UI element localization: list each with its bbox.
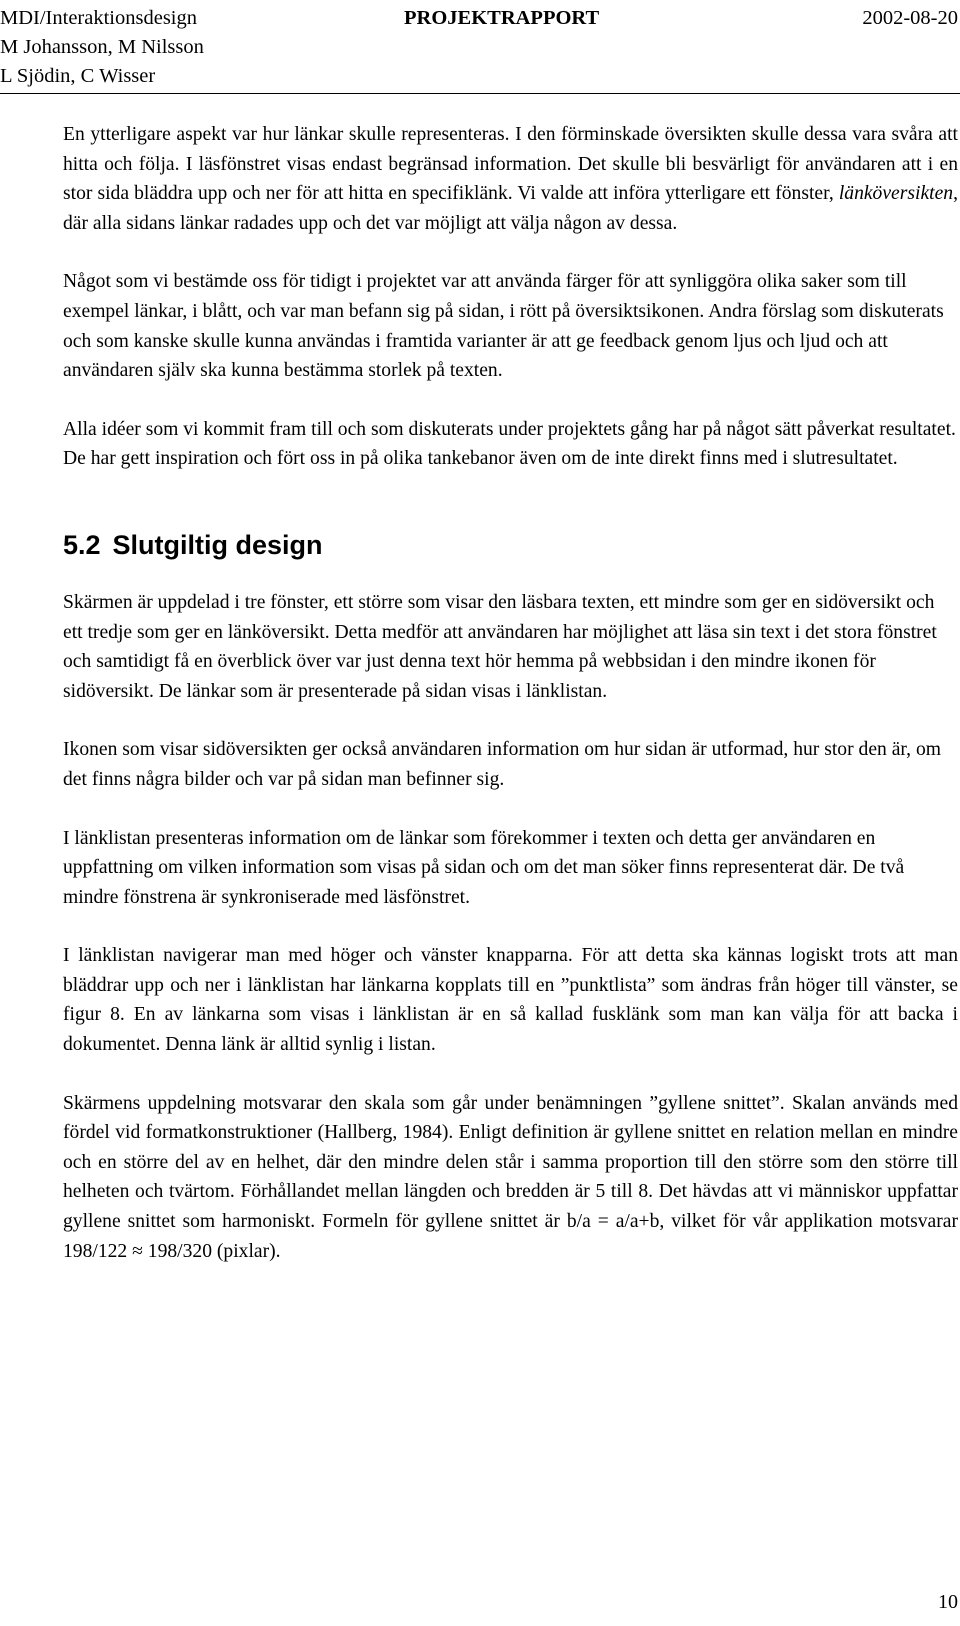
paragraph-links-representation bbox=[63, 120, 958, 238]
paragraph-text: En ytterligare aspekt var hur länkar skulle representeras. I den förminskade översikten skulle dessa vara svåra att hitta och följa. I läsfönstret visas endast begränsad information. Det skulle bli besvärligt för användaren att i en stor sida bläddra upp och ner för att hitta en specifiklänk. Vi valde att införa ytterligare ett fönster, bbox=[63, 124, 958, 205]
paragraph-golden-ratio: Skärmens uppdelning motsvarar den skala som går under benämningen ”gyllene snittet”. Skalan används med fördel vid formatkonstruktioner (Hallberg, 1984). Enligt definition är gyllene snittet en relation mellan en mindre och en större del av en helhet, där den mindre delen står i samma proportion till den större som den större till helheten och tvärtom. Förhållandet mellan längden och bredden är 5 till 8. Det hävdas att vi människor uppfattar gyllene snittet som harmoniskt. Formeln för gyllene snittet är b/a = a/a+b, vilket för vår applikation motsvarar 198/122 ≈ 198/320 (pixlar). bbox=[63, 1092, 958, 1262]
paragraph-text: , där alla sidans länkar radades upp och det var möjligt att välja någon av dessa. bbox=[63, 183, 958, 234]
header-date: 2002-08-20 bbox=[862, 7, 958, 29]
paragraph-ideas: Alla idéer som vi kommit fram till och som diskuterats under projektets gång har på något sätt påverkat resultatet. De har gett inspiration och fört oss in på olika tankebanor även om de inte direkt finns med i slutresultatet. bbox=[63, 418, 956, 470]
header-course: MDI/Interaktionsdesign bbox=[0, 7, 197, 29]
header-left-block bbox=[0, 4, 204, 91]
section-heading bbox=[63, 528, 958, 562]
page-body bbox=[63, 120, 958, 1266]
italic-term: länköversikten bbox=[838, 183, 954, 205]
page-number: 10 bbox=[938, 1591, 958, 1613]
paragraph-colors: Något som vi bestämde oss för tidigt i projektet var att använda färger för att synliggöra olika saker som till exempel länkar, i blått, och var man befann sig på sidan, i rött på översiktsikonen. Andra förslag som diskuterats och som kanske skulle kunna användas i framtida varianter är att ge feedback genom ljus och ljud och att användaren själv ska kunna bestämma storlek på texten. bbox=[63, 271, 944, 382]
page-header bbox=[0, 4, 960, 92]
header-divider bbox=[0, 93, 960, 94]
header-authors-line-1: M Johansson, M Nilsson bbox=[0, 36, 204, 58]
paragraph-link-list: I länklistan presenteras information om de länkar som förekommer i texten och detta ger användaren en uppfattning om vilken information som visas på sidan och om det man söker finns representerat där. De två mindre fönstrena är synkroniserade med läsfönstret. bbox=[63, 827, 905, 908]
header-authors-line-2: L Sjödin, C Wisser bbox=[0, 65, 156, 87]
section-title: Slutgiltig design bbox=[112, 529, 323, 560]
header-title: PROJEKTRAPPORT bbox=[404, 7, 600, 29]
paragraph-screen-division: Skärmen är uppdelad i tre fönster, ett större som visar den läsbara texten, ett mindre som ger en sidöversikt och ett tredje som ger en länköversikt. Detta medför att användaren har möjlighet att läsa sin text i det stora fönstret och samtidigt få en överblick över var just denna text hör hemma på webbsidan i den mindre ikonen för sidöversikt. De länkar som är presenterade på sidan visas i länklistan. bbox=[63, 591, 937, 702]
paragraph-navigation: I länklistan navigerar man med höger och vänster knapparna. För att detta ska kännas logiskt trots att man bläddrar upp och ner i länklistan har länkarna kopplats till en ”punktlista” som ändras från höger till vänster, se figur 8. En av länkarna som visas i länklistan är en så kallad fusklänk som man kan välja för att backa i dokumentet. Denna länk är alltid synlig i listan. bbox=[63, 945, 958, 1056]
section-number: 5.2 bbox=[63, 529, 101, 560]
paragraph-overview-icon: Ikonen som visar sidöversikten ger också användaren information om hur sidan är utformad, hur stor den är, om det finns några bilder och var på sidan man befinner sig. bbox=[63, 739, 941, 790]
